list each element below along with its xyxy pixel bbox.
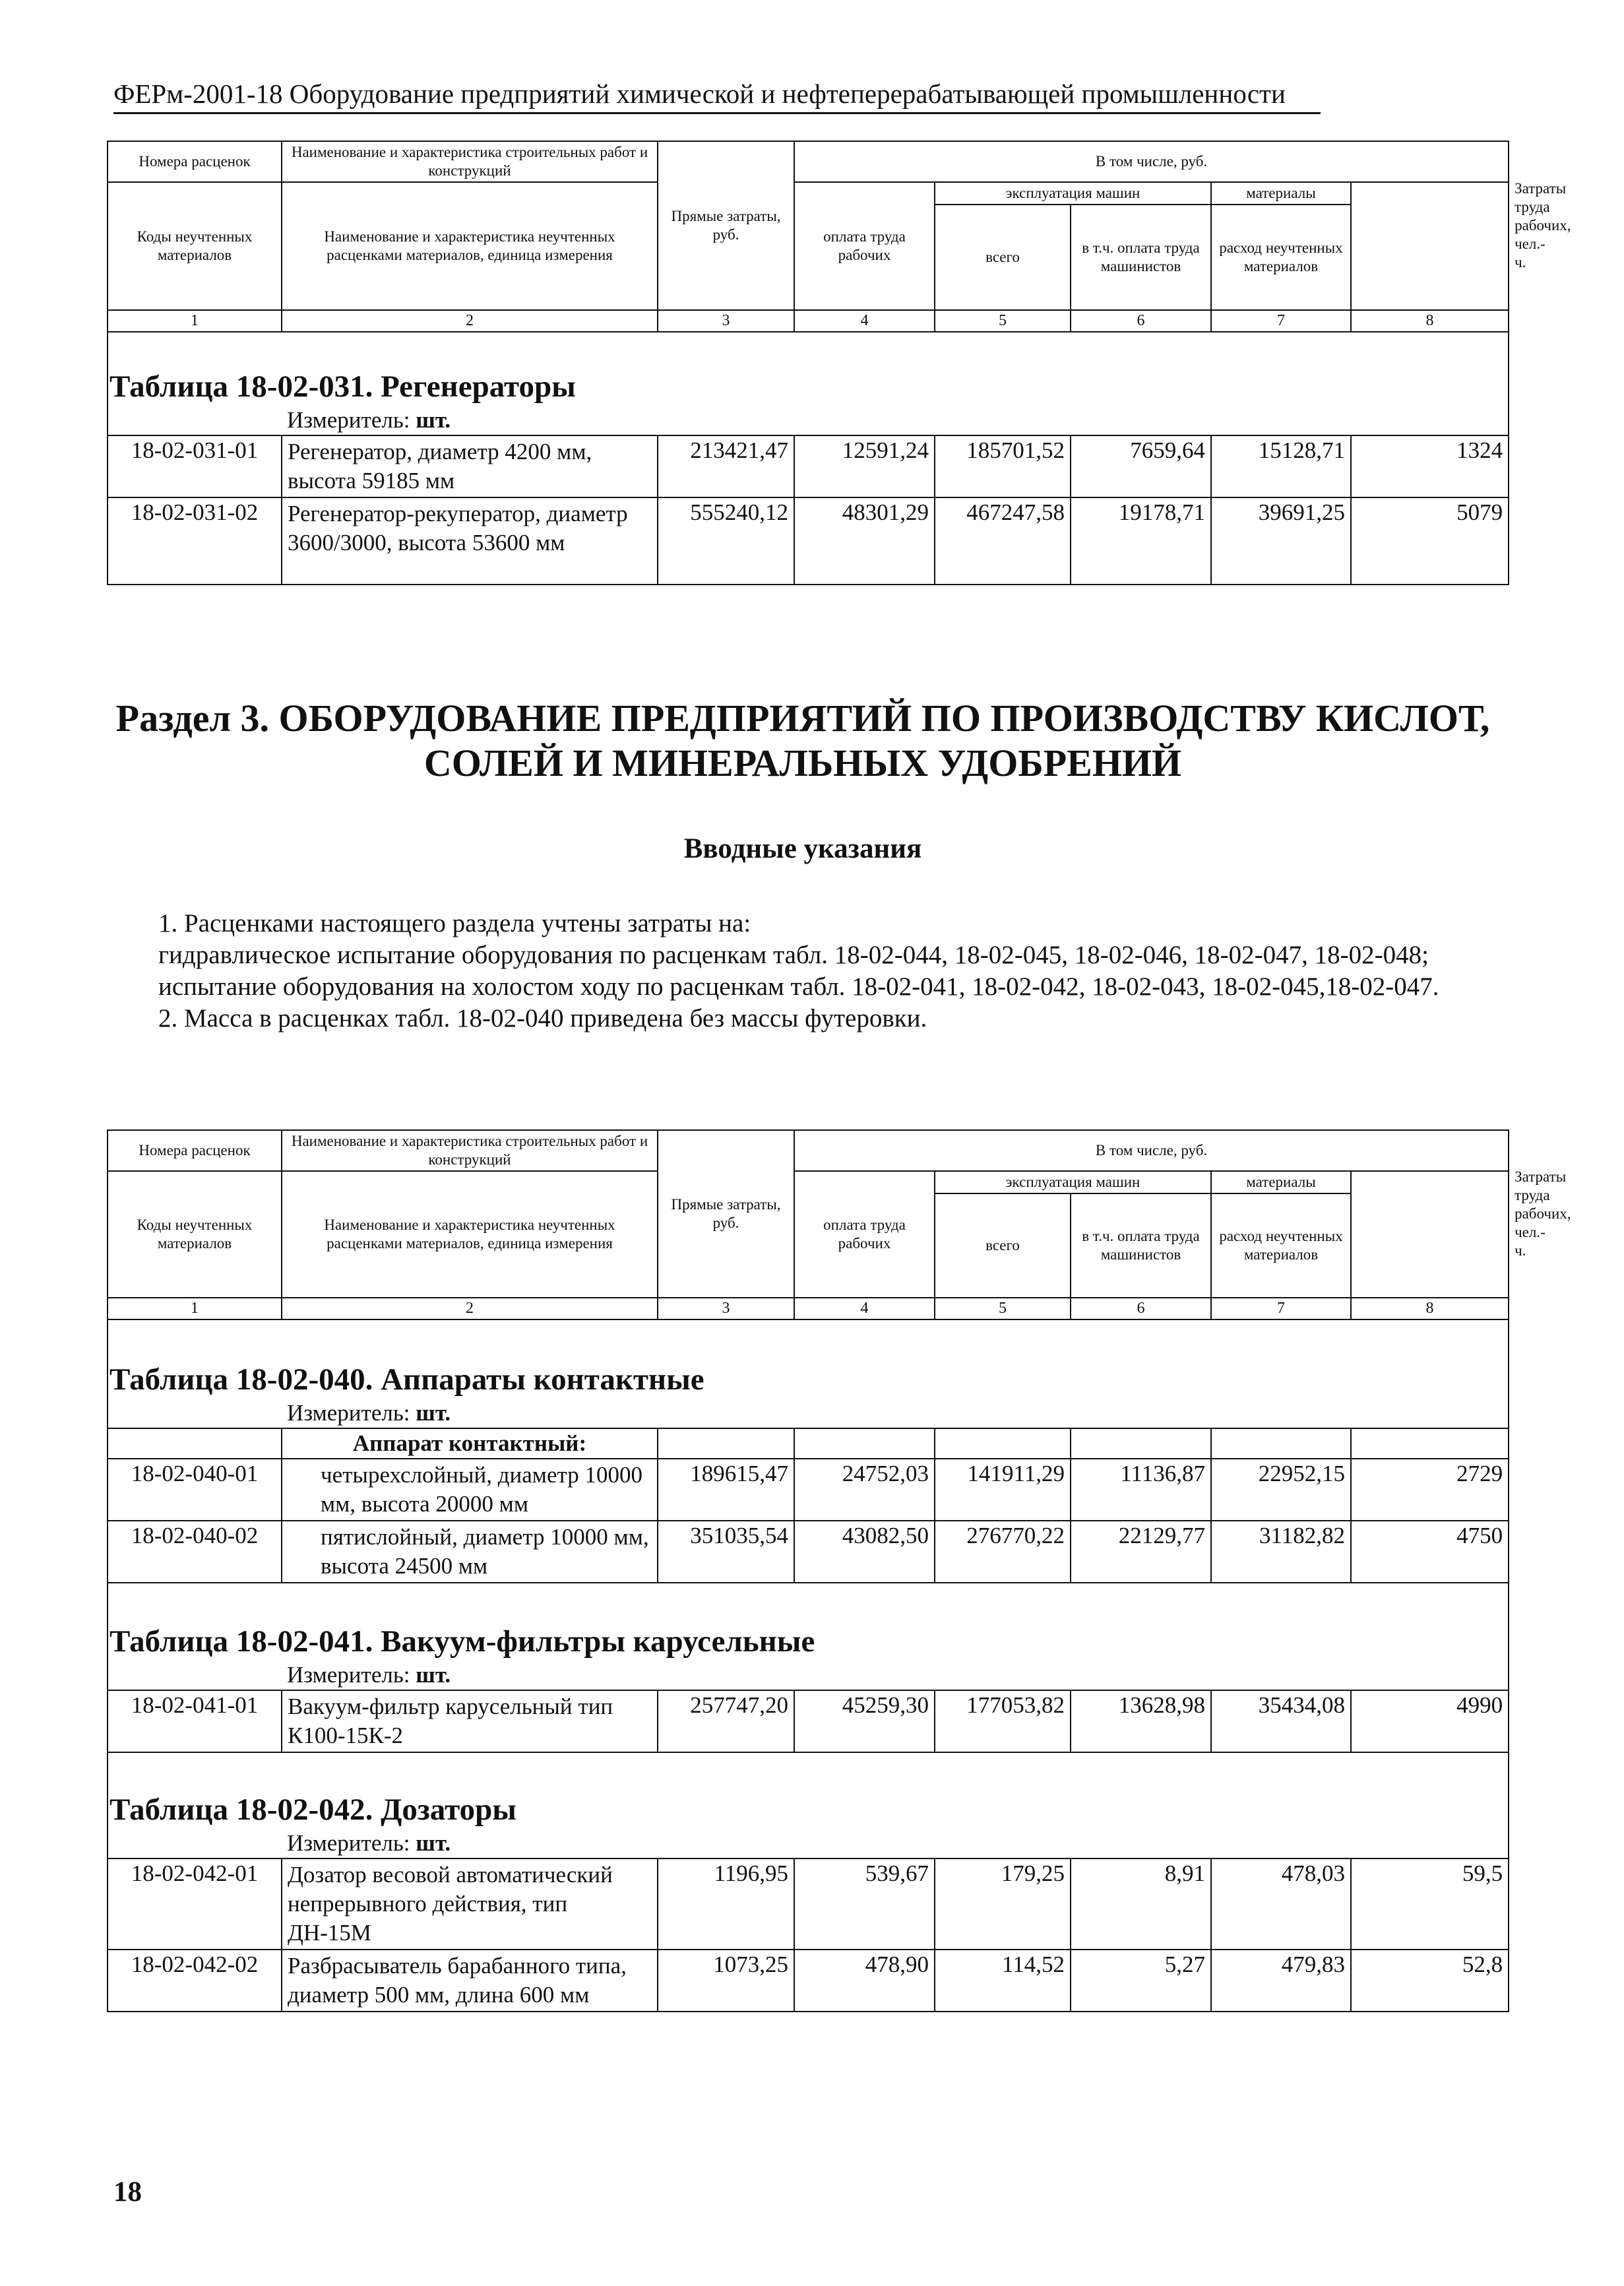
table-row <box>108 1459 1509 1521</box>
col-number: 4 <box>794 310 935 332</box>
subheader-spacer <box>108 1428 282 1459</box>
col-number: 1 <box>108 1298 282 1319</box>
head-mat-consumption: расход неучтенных материалов <box>1211 1193 1351 1298</box>
material-cost: 31182,82 <box>1211 1521 1351 1583</box>
machine-pay: 7659,64 <box>1071 435 1211 497</box>
head-work-name: Наименование и характеристика строительных работ и конструкций <box>282 1130 658 1171</box>
col-number: 1 <box>108 310 282 332</box>
rates-table-1: Номера расценок Наименование и характеристика строительных работ и конструкций Прямые затраты, руб. В том числе, руб. Затраты труда рабочих, чел.-ч. Коды неучтенных материалов Наименование и характеристика неучтенных расценками материалов, единица измерения оплата труда рабочих эксплуатация машин материалы всего в т.ч. оплата труда машинистов расход неучтенных материалов 1 2 3 4 5 6 7 8 Таблица 18-02-031. Регенераторы Измеритель: шт. 18-02-031-01 Регенератор, диаметр 4200 мм, высота 59185 мм 213421,47 12591,24 185701,52 7659,64 15128,71 1324 18-02-031-02 Регенератор-рекуператор, диаметр 3600/3000, высота 53600 мм 555240,12 48301,29 467247,58 19178,71 39691,25 5079 <box>107 141 1509 585</box>
table-title-text: Таблица 18-02-040. Аппараты контактные <box>109 1362 704 1397</box>
empty-cell <box>1351 1428 1509 1459</box>
pay-cost: 12591,24 <box>794 435 935 497</box>
empty-cell <box>1071 1428 1211 1459</box>
rate-name: пятислойный, диаметр 10000 мм, высота 24500 мм <box>282 1521 658 1583</box>
head-total: всего <box>935 1193 1071 1298</box>
rate-name: Регенератор, диаметр 4200 мм, высота 59185 мм <box>282 435 658 497</box>
table-row <box>108 1690 1509 1752</box>
head-including: В том числе, руб. <box>794 141 1509 182</box>
pay-cost: 48301,29 <box>794 497 935 585</box>
material-cost: 35434,08 <box>1211 1690 1351 1752</box>
labor-cost: 52,8 <box>1351 1950 1509 2012</box>
machine-cost: 141911,29 <box>935 1459 1071 1521</box>
direct-cost: 257747,20 <box>658 1690 794 1752</box>
machine-pay: 8,91 <box>1071 1858 1211 1950</box>
rates-table-2: Номера расценок Наименование и характеристика строительных работ и конструкций Прямые затраты, руб. В том числе, руб. Затраты труда рабочих, чел.-ч. Коды неучтенных материалов Наименование и характеристика неучтенных расценками материалов, единица измерения оплата труда рабочих эксплуатация машин материалы всего в т.ч. оплата труда машинистов расход неучтенных материалов 1 2 3 4 5 6 7 8 Таблица 18-02-040. Аппараты контактные Измеритель: шт. Аппарат контактный: 18-02-040-01 четырехслойный, диаметр 10000 мм, высота 20000 мм 189615,47 24752,03 141911,29 11136,87 22952,15 2729 18-02-040-02 пятислойный, диаметр 10000 мм, высота 24500 мм 351035,54 43082,50 276770,22 22129,77 31182,82 4750 Таблица 18-02-041. Вакуум-фильтры карусельные Измеритель: шт. 18-02-041-01 Вакуум-фильтр карусельный тип К100-15К-2 257747,20 45259,30 177053,82 13628,98 35434,08 4990 Таблица 18-02-042. Дозаторы Измеритель: шт. 18-02-042-01 Дозатор весовой автоматический непрерывного действия, тип ДН-15М 1196,95 539,67 179,25 8,91 478,03 59,5 18-02-042-02 Разбрасыватель барабанного типа, диаметр 500 мм, длина 600 мм 1073,25 478,90 114,52 5,27 479,83 52,8 <box>107 1129 1509 2012</box>
col-number: 3 <box>658 1298 794 1319</box>
machine-cost: 467247,58 <box>935 497 1071 585</box>
intro-paragraph: испытание оборудования на холостом ходу по расценкам табл. 18-02-041, 18-02-042, 18-02-043, 18-02-045,18-02-047. <box>158 972 1439 1001</box>
machine-cost: 177053,82 <box>935 1690 1071 1752</box>
direct-cost: 213421,47 <box>658 435 794 497</box>
head-total: всего <box>935 205 1071 310</box>
intro-text <box>113 908 1443 1034</box>
table-title-text: Таблица 18-02-042. Дозаторы <box>109 1793 516 1827</box>
machine-cost: 179,25 <box>935 1858 1071 1950</box>
machine-cost: 276770,22 <box>935 1521 1071 1583</box>
head-codes: Коды неучтенных материалов <box>108 182 282 310</box>
direct-cost: 555240,12 <box>658 497 794 585</box>
empty-cell <box>1211 1428 1351 1459</box>
head-mat-name: Наименование и характеристика неучтенных расценками материалов, единица измерения <box>282 1171 658 1298</box>
machine-pay: 5,27 <box>1071 1950 1211 2012</box>
col-number: 6 <box>1071 310 1211 332</box>
machine-pay: 19178,71 <box>1071 497 1211 585</box>
material-cost: 478,03 <box>1211 1858 1351 1950</box>
page-header <box>113 78 1321 110</box>
rate-code: 18-02-041-01 <box>108 1690 282 1752</box>
table-row <box>108 1950 1509 2012</box>
col-number: 2 <box>282 310 658 332</box>
empty-cell <box>658 1428 794 1459</box>
rate-name: Вакуум-фильтр карусельный тип К100-15К-2 <box>282 1690 658 1752</box>
meter <box>282 1829 1509 1858</box>
head-codes: Коды неучтенных материалов <box>108 1171 282 1298</box>
pay-cost: 45259,30 <box>794 1690 935 1752</box>
material-cost: 22952,15 <box>1211 1459 1351 1521</box>
meter-label: Измеритель: <box>287 1662 410 1688</box>
table-title <box>108 1583 1509 1661</box>
labor-cost: 1324 <box>1351 435 1509 497</box>
meter-value: шт. <box>416 1662 451 1688</box>
head-pay: оплата труда рабочих <box>794 182 935 310</box>
rate-code: 18-02-040-02 <box>108 1521 282 1583</box>
col-number: 5 <box>935 1298 1071 1319</box>
table-row <box>108 1858 1509 1950</box>
meter-value: шт. <box>416 1400 451 1426</box>
direct-cost: 351035,54 <box>658 1521 794 1583</box>
meter-value: шт. <box>416 1830 451 1856</box>
rate-name: четырехслойный, диаметр 10000 мм, высота 20000 мм <box>282 1459 658 1521</box>
labor-cost: 4750 <box>1351 1521 1509 1583</box>
machine-pay: 13628,98 <box>1071 1690 1211 1752</box>
col-number: 5 <box>935 310 1071 332</box>
head-incl-pay: в т.ч. оплата труда машинистов <box>1071 1193 1211 1298</box>
head-including: В том числе, руб. <box>794 1130 1509 1171</box>
table-title-text: Таблица 18-02-031. Регенераторы <box>109 369 576 404</box>
rate-code: 18-02-040-01 <box>108 1459 282 1521</box>
table-title-text: Таблица 18-02-041. Вакуум-фильтры карусельные <box>109 1624 815 1659</box>
meter-value: шт. <box>416 407 451 433</box>
empty-cell <box>935 1428 1071 1459</box>
labor-cost: 5079 <box>1351 497 1509 585</box>
rate-name: Разбрасыватель барабанного типа, диаметр 500 мм, длина 600 мм <box>282 1950 658 2012</box>
table-title <box>108 1319 1509 1399</box>
header-rule <box>113 112 1321 114</box>
col-number: 8 <box>1351 310 1509 332</box>
rate-code: 18-02-031-02 <box>108 497 282 585</box>
rate-code: 18-02-031-01 <box>108 435 282 497</box>
head-direct: Прямые затраты, руб. <box>658 141 794 310</box>
meter <box>282 406 1509 435</box>
head-mat-consumption: расход неучтенных материалов <box>1211 205 1351 310</box>
meter <box>282 1399 1509 1428</box>
machine-cost: 185701,52 <box>935 435 1071 497</box>
col-number: 7 <box>1211 1298 1351 1319</box>
labor-cost: 2729 <box>1351 1459 1509 1521</box>
table-row <box>108 497 1509 585</box>
rate-code: 18-02-042-01 <box>108 1858 282 1950</box>
head-direct: Прямые затраты, руб. <box>658 1130 794 1298</box>
pay-cost: 24752,03 <box>794 1459 935 1521</box>
meter-label: Измеритель: <box>287 1830 410 1856</box>
machine-cost: 114,52 <box>935 1950 1071 2012</box>
head-pay: оплата труда рабочих <box>794 1171 935 1298</box>
head-rate-numbers: Номера расценок <box>108 1130 282 1171</box>
material-cost: 479,83 <box>1211 1950 1351 2012</box>
direct-cost: 1073,25 <box>658 1950 794 2012</box>
intro-title: Вводные указания <box>683 833 922 864</box>
table-title <box>108 332 1509 406</box>
head-rate-numbers: Номера расценок <box>108 141 282 182</box>
col-number: 7 <box>1211 310 1351 332</box>
direct-cost: 1196,95 <box>658 1858 794 1950</box>
machine-pay: 22129,77 <box>1071 1521 1211 1583</box>
labor-cost: 59,5 <box>1351 1858 1509 1950</box>
meter-label: Измеритель: <box>287 1400 410 1426</box>
head-materials: материалы <box>1211 1171 1351 1193</box>
meter-label: Измеритель: <box>287 407 410 433</box>
pay-cost: 43082,50 <box>794 1521 935 1583</box>
head-mat-name: Наименование и характеристика неучтенных расценками материалов, единица измерения <box>282 182 658 310</box>
table-row <box>108 435 1509 497</box>
table-row <box>108 1521 1509 1583</box>
material-cost: 15128,71 <box>1211 435 1351 497</box>
col-number: 6 <box>1071 1298 1211 1319</box>
header-title: ФЕРм-2001-18 Оборудование предприятий химической и нефтеперерабатывающей промышленности <box>113 79 1286 109</box>
material-cost: 39691,25 <box>1211 497 1351 585</box>
intro-paragraph: 2. Масса в расценках табл. 18-02-040 приведена без массы футеровки. <box>158 1004 927 1032</box>
head-materials: материалы <box>1211 182 1351 205</box>
col-number: 3 <box>658 310 794 332</box>
head-machines: эксплуатация машин <box>935 182 1211 205</box>
pay-cost: 478,90 <box>794 1950 935 2012</box>
pay-cost: 539,67 <box>794 1858 935 1950</box>
col-number: 8 <box>1351 1298 1509 1319</box>
head-work-name: Наименование и характеристика строительных работ и конструкций <box>282 141 658 182</box>
subheader: Аппарат контактный: <box>282 1428 658 1459</box>
rate-code: 18-02-042-02 <box>108 1950 282 2012</box>
col-number: 2 <box>282 1298 658 1319</box>
rate-name: Регенератор-рекуператор, диаметр 3600/3000, высота 53600 мм <box>282 497 658 585</box>
head-machines: эксплуатация машин <box>935 1171 1211 1193</box>
section-title: Раздел 3. ОБОРУДОВАНИЕ ПРЕДПРИЯТИЙ ПО ПРОИЗВОДСТВУ КИСЛОТ, СОЛЕЙ И МИНЕРАЛЬНЫХ УДОБРЕНИЙ <box>115 697 1490 784</box>
meter-spacer <box>108 1399 282 1428</box>
meter-spacer <box>108 406 282 435</box>
meter <box>282 1661 1509 1690</box>
machine-pay: 11136,87 <box>1071 1459 1211 1521</box>
intro-paragraph: 1. Расценками настоящего раздела учтены затраты на: <box>158 909 751 937</box>
intro-paragraph: гидравлическое испытание оборудования по расценкам табл. 18-02-044, 18-02-045, 18-02-046, 18-02-047, 18-02-048; <box>158 941 1429 969</box>
rate-name: Дозатор весовой автоматический непрерывного действия, тип ДН-15М <box>282 1858 658 1950</box>
direct-cost: 189615,47 <box>658 1459 794 1521</box>
table-title <box>108 1752 1509 1829</box>
page-number: 18 <box>113 2176 142 2207</box>
empty-cell <box>794 1428 935 1459</box>
col-number: 4 <box>794 1298 935 1319</box>
head-incl-pay: в т.ч. оплата труда машинистов <box>1071 205 1211 310</box>
meter-spacer <box>108 1829 282 1858</box>
meter-spacer <box>108 1661 282 1690</box>
labor-cost: 4990 <box>1351 1690 1509 1752</box>
